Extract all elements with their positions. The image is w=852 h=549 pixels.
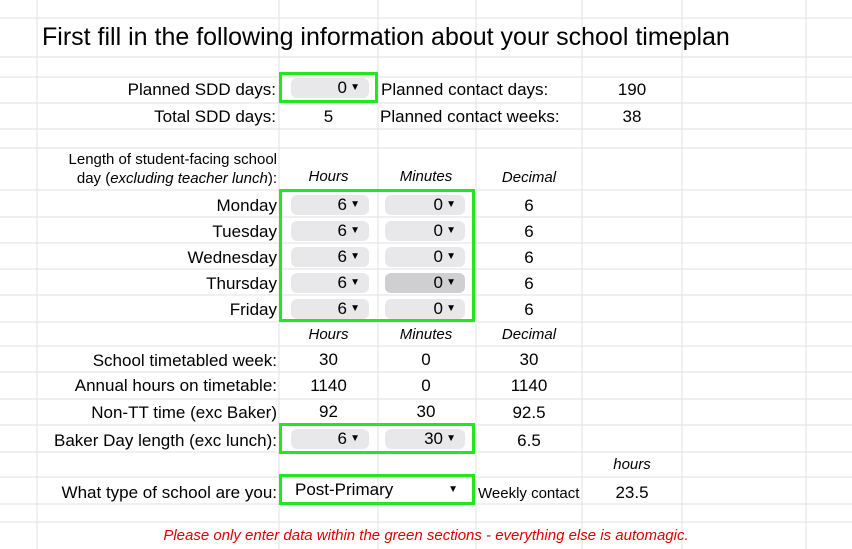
wednesday-hours-dropdown[interactable]: 6 ▼	[291, 247, 369, 267]
thursday-hours-dropdown[interactable]: 6 ▼	[291, 273, 369, 293]
chevron-down-icon: ▼	[446, 225, 456, 236]
annual-hours-hours: 1140	[310, 376, 347, 395]
page-title: First fill in the following information about your school timeplan	[42, 23, 730, 51]
day-label-thursday: Thursday	[206, 274, 277, 293]
non-tt-time-minutes: 30	[416, 402, 436, 421]
friday-decimal: 6	[524, 300, 534, 319]
length-label-line2: day (excluding teacher lunch):	[76, 170, 277, 187]
total-sdd-value: 5	[323, 107, 334, 126]
wednesday-minutes-dropdown[interactable]: 0 ▼	[385, 247, 465, 267]
chevron-down-icon: ▼	[350, 225, 360, 236]
timetabled-week-minutes: 0	[421, 350, 431, 369]
tuesday-hours-dropdown[interactable]: 6 ▼	[291, 221, 369, 241]
minutes-header: Minutes	[399, 168, 453, 185]
chevron-down-icon: ▼	[350, 433, 360, 444]
chevron-down-icon: ▼	[350, 303, 360, 314]
day-label-friday: Friday	[229, 300, 277, 319]
timetabled-week-hours: 30	[319, 350, 338, 369]
tuesday-decimal: 6	[524, 222, 534, 241]
timetabled-week-label: School timetabled week:	[92, 351, 277, 370]
chevron-down-icon: ▼	[446, 433, 456, 444]
planned-sdd-dropdown[interactable]: 0 ▼	[291, 78, 369, 98]
wednesday-decimal: 6	[524, 248, 534, 267]
minutes-header-2: Minutes	[399, 326, 453, 343]
total-sdd-label: Total SDD days:	[154, 107, 276, 126]
chevron-down-icon: ▼	[350, 82, 360, 93]
friday-minutes-dropdown[interactable]: 0 ▼	[385, 299, 465, 319]
chevron-down-icon: ▼	[446, 199, 456, 210]
chevron-down-icon: ▼	[350, 199, 360, 210]
planned-contact-weeks-value: 38	[622, 107, 642, 126]
length-label-line1: Length of student-facing school	[68, 151, 277, 168]
planned-contact-weeks-label: Planned contact weeks:	[380, 107, 560, 126]
day-label-tuesday: Tuesday	[212, 222, 277, 241]
annual-hours-label: Annual hours on timetable:	[74, 376, 277, 395]
weekly-contact-label: Weekly contact	[478, 485, 580, 502]
planned-contact-days-value: 190	[617, 80, 647, 99]
weekly-contact-value: 23.5	[615, 483, 649, 502]
chevron-down-icon: ▼	[446, 251, 456, 262]
chevron-down-icon: ▼	[350, 251, 360, 262]
hours-header-2: Hours	[308, 326, 349, 343]
planned-contact-days-label: Planned contact days:	[381, 80, 549, 99]
day-label-monday: Monday	[216, 196, 277, 215]
annual-hours-decimal: 1140	[510, 376, 548, 395]
chevron-down-icon: ▼	[446, 303, 456, 314]
school-type-dropdown[interactable]: Post-Primary ▼	[295, 480, 458, 499]
baker-minutes-dropdown[interactable]: 30 ▼	[385, 429, 465, 449]
monday-decimal: 6	[524, 196, 534, 215]
timetabled-week-decimal: 30	[519, 350, 539, 369]
chevron-down-icon: ▼	[448, 484, 458, 495]
annual-hours-minutes: 0	[421, 376, 431, 395]
monday-minutes-dropdown[interactable]: 0 ▼	[385, 195, 465, 215]
decimal-header-2: Decimal	[501, 326, 557, 343]
hours-header: Hours	[308, 168, 349, 185]
baker-hours-dropdown[interactable]: 6 ▼	[291, 429, 369, 449]
instructions-warning: Please only enter data within the green sections - everything else is automagic.	[163, 527, 689, 544]
chevron-down-icon: ▼	[350, 277, 360, 288]
decimal-header: Decimal	[501, 169, 557, 186]
monday-hours-dropdown[interactable]: 6 ▼	[291, 195, 369, 215]
thursday-minutes-dropdown[interactable]: 0 ▼	[385, 273, 465, 293]
non-tt-time-hours: 92	[319, 402, 338, 421]
non-tt-time-label: Non-TT time (exc Baker)	[91, 403, 277, 422]
thursday-decimal: 6	[524, 274, 534, 293]
friday-hours-dropdown[interactable]: 6 ▼	[291, 299, 369, 319]
baker-day-decimal: 6.5	[517, 431, 541, 450]
school-type-label: What type of school are you:	[61, 483, 277, 502]
day-label-wednesday: Wednesday	[187, 248, 277, 267]
chevron-down-icon: ▼	[446, 277, 456, 288]
baker-day-label: Baker Day length (exc lunch):	[54, 431, 277, 450]
hours-unit-label: hours	[613, 456, 651, 473]
non-tt-time-decimal: 92.5	[512, 403, 546, 422]
planned-sdd-label: Planned SDD days:	[127, 80, 276, 99]
tuesday-minutes-dropdown[interactable]: 0 ▼	[385, 221, 465, 241]
